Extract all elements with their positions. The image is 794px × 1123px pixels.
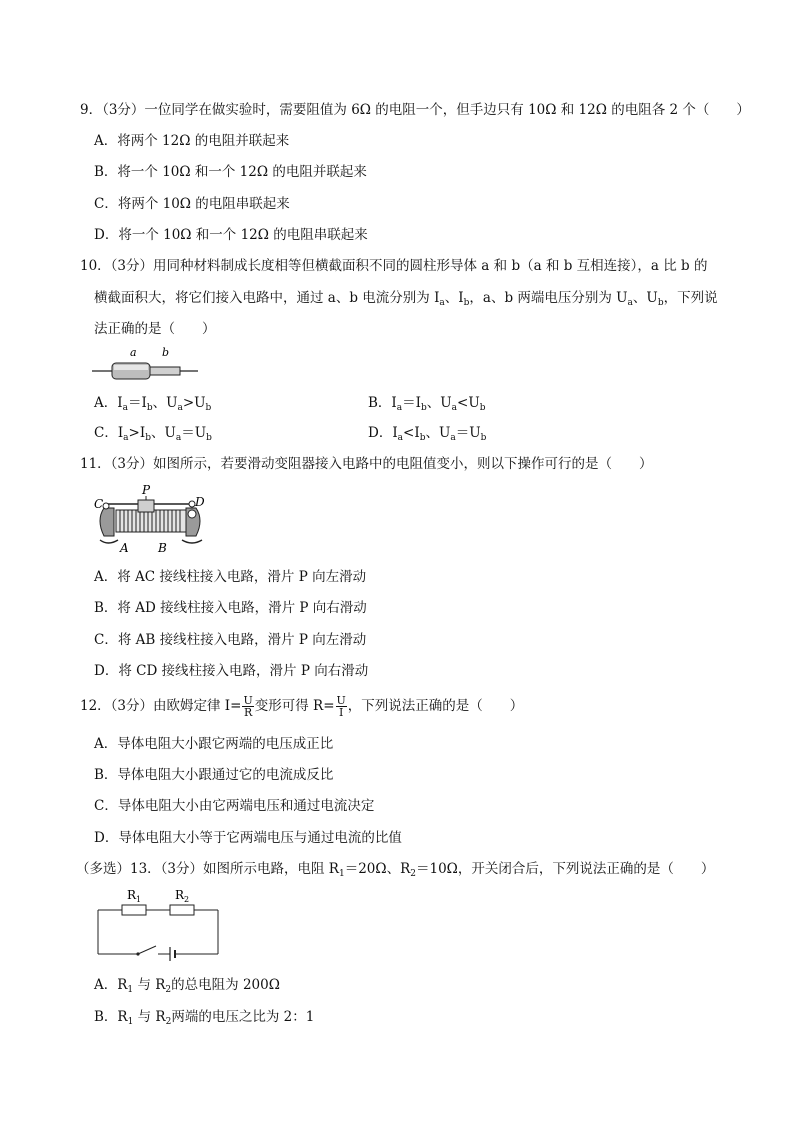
label-a-terminal: A: [120, 541, 129, 555]
conductor-ab-figure: [92, 342, 202, 382]
label-r1: $R_1$: [127, 888, 142, 904]
q10-option-d: D．$I_a<I_b$、$U_a=U_b$: [368, 425, 487, 443]
q10-option-a: A．$I_a=I_b$、$U_a>U_b$: [94, 395, 212, 413]
series-circuit-figure: [94, 886, 224, 962]
q13-option-a: A．$R_1$ 与 $R_2$的总电阻为 200Ω: [94, 977, 280, 995]
q13-option-b: B．$R_1$ 与 $R_2$两端的电压之比为 2：1: [94, 1009, 315, 1027]
q12-option-c: C．导体电阻大小由它两端电压和通过电流决定: [94, 798, 375, 814]
label-p: P: [142, 484, 151, 497]
q11-option-a: A．将 AC 接线柱接入电路，滑片 P 向左滑动: [94, 569, 367, 585]
q9-option-a: A．将两个 12Ω 的电阻并联起来: [94, 133, 290, 149]
q12-option-d: D．导体电阻大小等于它两端电压与通过电流的比值: [94, 830, 402, 846]
q9-stem: 9．（3分）一位同学在做实验时，需要阻值为 6Ω 的电阻一个，但手边只有 10Ω 和 12Ω 的电阻各 2 个（ ）: [80, 102, 750, 118]
label-a: a: [130, 346, 137, 359]
label-b: b: [162, 346, 170, 359]
q11-stem: 11．（3分）如图所示，若要滑动变阻器接入电路中的电阻值变小，则以下操作可行的是（ ）: [80, 456, 653, 472]
q12-option-b: B．导体电阻大小跟通过它的电流成反比: [94, 767, 334, 783]
q10-stem-line2: 横截面积大，将它们接入电路中，通过 a、b 电流分别为 $I_a$、$I_b$，a、b 两端电压分别为 $U_a$、$U_b$，下列说: [94, 290, 718, 308]
q10-option-b: B．$I_a=I_b$、$U_a<U_b$: [368, 395, 486, 413]
q12-stem: 12．（3分）由欧姆定律 I= $\frac{U}{R}$ 变形可得 R= $\frac{U}{I}$ ，下列说法正确的是（ ）: [80, 694, 524, 719]
q10-option-c: C．$I_a>I_b$、$U_a=U_b$: [94, 425, 212, 443]
label-b-terminal: B: [158, 541, 167, 555]
q10-stem-line3: 法正确的是（ ）: [94, 321, 216, 337]
q11-option-c: C．将 AB 接线柱接入电路，滑片 P 向左滑动: [94, 632, 367, 648]
q12-option-a: A．导体电阻大小跟它两端的电压成正比: [94, 736, 334, 752]
q9-option-d: D．将一个 10Ω 和一个 12Ω 的电阻串联起来: [94, 227, 368, 243]
label-c: C: [94, 497, 104, 511]
q13-stem: （多选）13．（3分）如图所示电路，电阻 $R_1=20\Omega$、$R_2=10\Omega$，开关闭合后，下列说法正确的是（ ）: [76, 861, 715, 879]
q10-stem-line1: 10．（3分）用同种材料制成长度相等但横截面积不同的圆柱形导体 a 和 b（a 和 b 互相连接），a 比 b 的: [80, 258, 708, 274]
ohm-fraction-2: $\frac{U}{I}$: [336, 694, 346, 719]
q11-option-b: B．将 AD 接线柱接入电路，滑片 P 向右滑动: [94, 600, 367, 616]
rheostat-figure: [92, 484, 212, 556]
label-d: D: [195, 495, 205, 509]
label-r2: $R_2$: [175, 888, 190, 904]
ohm-fraction-1: $\frac{U}{R}$: [243, 694, 253, 719]
q9-option-b: B．将一个 10Ω 和一个 12Ω 的电阻并联起来: [94, 164, 367, 180]
q9-option-c: C．将两个 10Ω 的电阻串联起来: [94, 196, 290, 212]
q11-option-d: D．将 CD 接线柱接入电路，滑片 P 向右滑动: [94, 663, 369, 679]
